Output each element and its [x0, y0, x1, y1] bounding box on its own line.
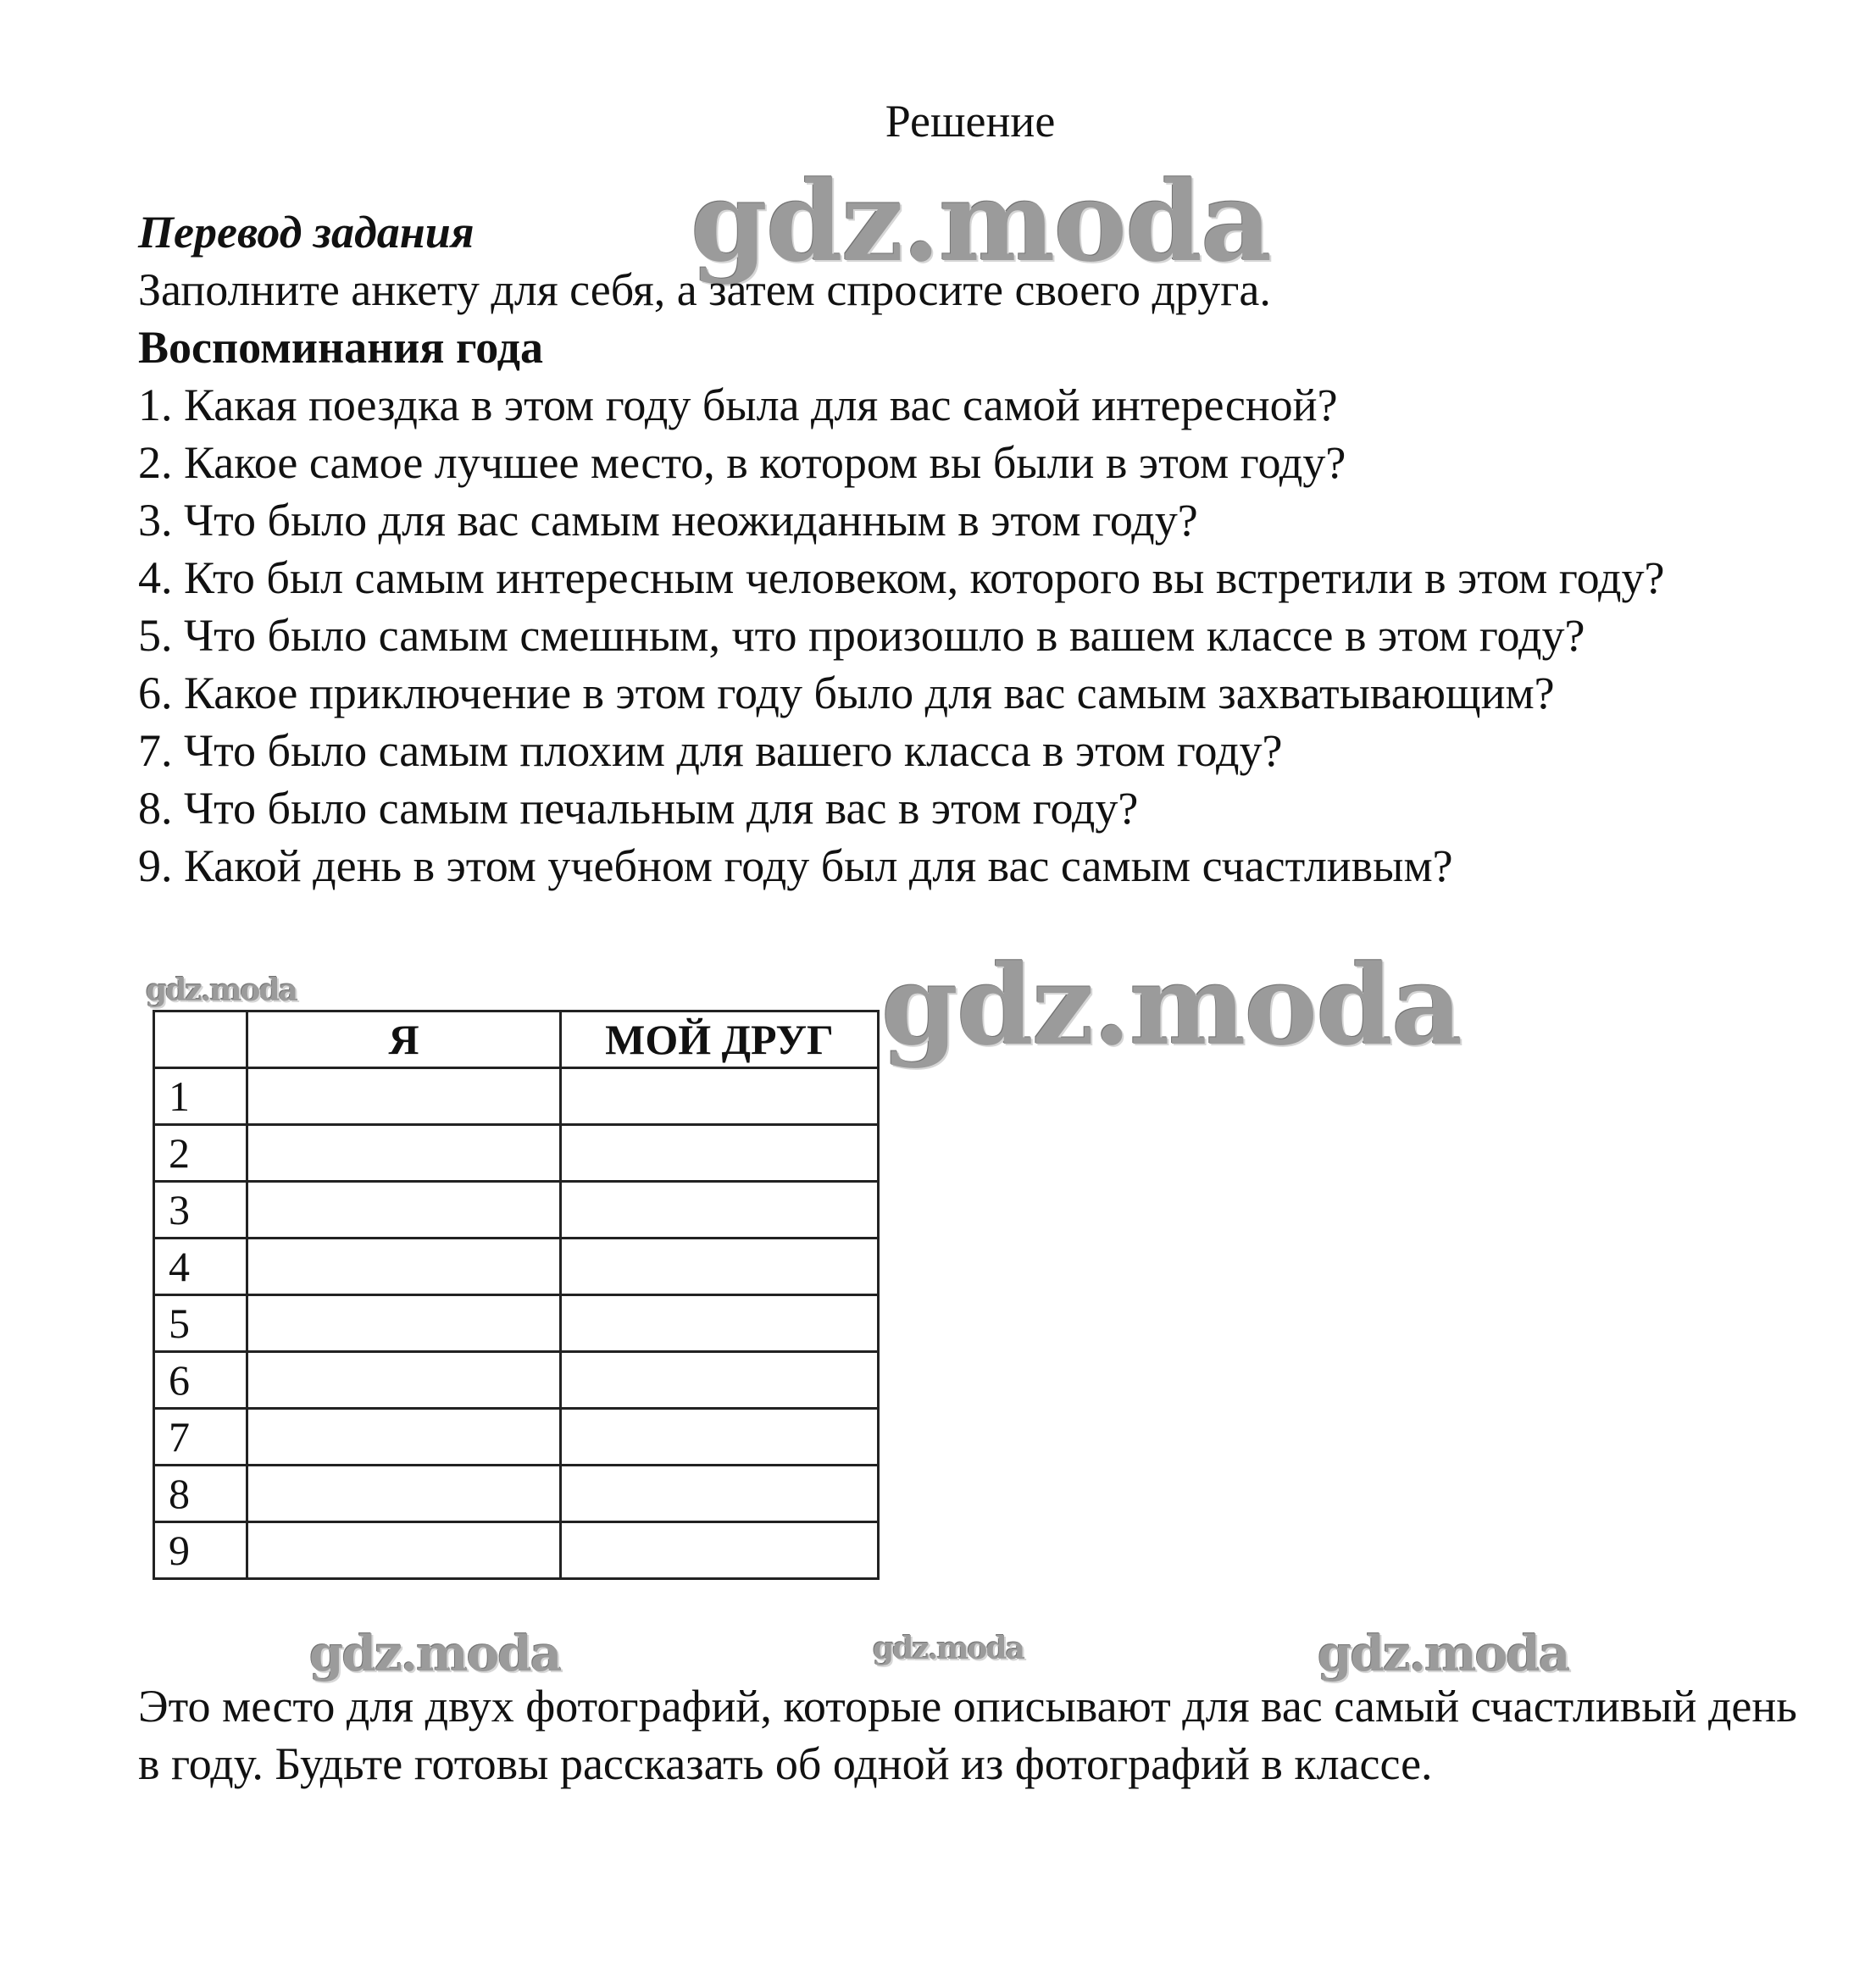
table-row	[154, 1409, 879, 1466]
answer-cell-me[interactable]	[247, 1409, 561, 1466]
table-row	[154, 1125, 879, 1182]
question-list	[138, 376, 1799, 895]
table-row	[154, 1239, 879, 1295]
answer-cell-me[interactable]	[247, 1295, 561, 1352]
question-item: 3. Что было для вас самым неожиданным в этом году?	[138, 495, 1198, 546]
question-item: 5. Что было самым смешным, что произошло в вашем классе в этом году?	[138, 610, 1585, 661]
watermark-logo: gdz.moda	[691, 157, 1271, 286]
answer-cell-friend[interactable]	[561, 1352, 879, 1409]
section-title: Воспоминания года	[138, 322, 543, 373]
watermark-logo: gdz.moda	[881, 940, 1462, 1070]
answer-cell-me[interactable]	[247, 1352, 561, 1409]
table-row	[154, 1295, 879, 1352]
table-header-row	[154, 1011, 879, 1068]
answer-cell-me[interactable]	[247, 1125, 561, 1182]
page-heading: Решение	[885, 96, 1056, 147]
table-header-cell	[154, 1011, 247, 1068]
table-header-cell: Я	[247, 1011, 561, 1068]
row-number: 4	[154, 1239, 247, 1295]
row-number: 9	[154, 1522, 247, 1579]
question-item: 8. Что было самым печальным для вас в этом году?	[138, 783, 1139, 834]
watermark-logo: gdz.moda	[873, 1631, 1024, 1666]
watermark-logo: gdz.moda	[309, 1625, 561, 1682]
answer-cell-friend[interactable]	[561, 1295, 879, 1352]
row-number: 1	[154, 1068, 247, 1125]
row-number: 3	[154, 1182, 247, 1239]
table-header-cell: МОЙ ДРУГ	[561, 1011, 879, 1068]
watermark-logo: gdz.moda	[1318, 1625, 1569, 1682]
question-item: 7. Что было самым плохим для вашего класса в этом году?	[138, 725, 1283, 776]
table-row	[154, 1466, 879, 1522]
answer-cell-friend[interactable]	[561, 1466, 879, 1522]
row-number: 7	[154, 1409, 247, 1466]
question-item: 6. Какое приключение в этом году было для вас самым захватывающим?	[138, 668, 1555, 718]
row-number: 2	[154, 1125, 247, 1182]
survey-table	[153, 1010, 880, 1580]
answer-cell-me[interactable]	[247, 1522, 561, 1579]
row-number: 6	[154, 1352, 247, 1409]
answer-cell-friend[interactable]	[561, 1409, 879, 1466]
watermark-logo: gdz.moda	[146, 973, 297, 1008]
instruction-text: Заполните анкету для себя, а затем спросите своего друга.	[138, 264, 1271, 315]
table-row	[154, 1522, 879, 1579]
answer-cell-friend[interactable]	[561, 1182, 879, 1239]
row-number: 8	[154, 1466, 247, 1522]
table-row	[154, 1352, 879, 1409]
question-item: 2. Какое самое лучшее место, в котором вы были в этом году?	[138, 437, 1346, 488]
answer-cell-me[interactable]	[247, 1239, 561, 1295]
question-item: 1. Какая поездка в этом году была для вас самой интересной?	[138, 380, 1338, 430]
answer-cell-friend[interactable]	[561, 1522, 879, 1579]
answer-cell-me[interactable]	[247, 1182, 561, 1239]
translation-subtitle: Перевод задания	[138, 207, 475, 258]
table-row	[154, 1182, 879, 1239]
question-item: 4. Кто был самым интересным человеком, которого вы встретили в этом году?	[138, 552, 1665, 603]
table-row	[154, 1068, 879, 1125]
answer-cell-me[interactable]	[247, 1466, 561, 1522]
closing-text: Это место для двух фотографий, которые описывают для вас самый счастливый день в году. Будьте готовы рассказать об одной из фотографий в классе.	[138, 1681, 1797, 1789]
question-item: 9. Какой день в этом учебном году был для вас самым счастливым?	[138, 840, 1453, 891]
answer-cell-me[interactable]	[247, 1068, 561, 1125]
answer-cell-friend[interactable]	[561, 1068, 879, 1125]
answer-cell-friend[interactable]	[561, 1125, 879, 1182]
row-number: 5	[154, 1295, 247, 1352]
answer-cell-friend[interactable]	[561, 1239, 879, 1295]
